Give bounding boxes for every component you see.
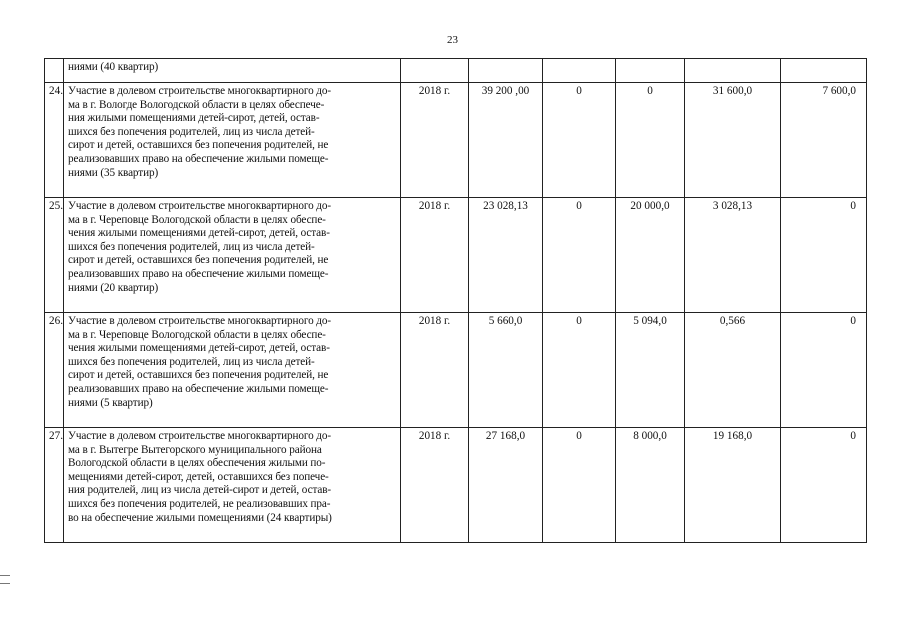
row-col-3: 19 168,0 [685,428,781,543]
description-line: Участие в долевом строительстве многоквартирного до- [68,85,331,97]
margin-mark [0,575,10,576]
row-col-3: 31 600,0 [685,83,781,198]
description-line: шихся без попечения родителей, лиц из числа детей- [68,240,315,253]
row-total: 23 028,13 [469,198,543,313]
row-number: 24. [45,83,64,198]
row-total: 27 168,0 [469,428,543,543]
row-description [64,428,401,543]
row-col-4: 7 600,0 [781,83,867,198]
description-line: Участие в долевом строительстве многоквартирного до- [68,200,331,212]
margin-mark [0,583,10,584]
description-line: чения жилыми помещениями детей-сирот, детей, остав- [68,342,330,355]
row-col-4: 0 [781,313,867,428]
row-col-1: 0 [543,428,616,543]
row-col-2 [616,59,685,83]
row-description [64,313,401,428]
table-row [45,198,867,313]
description-line: сирот и детей, оставшихся без попечения родителей, не [68,254,329,267]
description-line: реализовавших право на обеспечение жилыми помеще- [68,382,329,395]
description-line: шихся без попечения родителей, не реализовавших пра- [68,497,331,510]
row-col-3 [685,59,781,83]
row-number: 25. [45,198,64,313]
description-line: мещениями детей-сирот, детей, оставшихся без попече- [68,470,329,483]
row-col-4: 0 [781,428,867,543]
description-line: Вологодской области в целях обеспечения жилыми по- [68,457,326,470]
row-description [64,59,401,83]
budget-table [44,58,867,543]
description-line: шихся без попечения родителей, лиц из числа детей- [68,355,315,368]
row-description [64,83,401,198]
row-col-1 [543,59,616,83]
description-line: ниями (35 квартир) [68,166,159,179]
row-col-2: 20 000,0 [616,198,685,313]
description-line: Участие в долевом строительстве многоквартирного до- [68,315,331,327]
description-line: ма в г. Вологде Вологодской области в целях обеспече- [68,98,325,111]
table-body [45,59,867,543]
row-number [45,59,64,83]
row-number: 27. [45,428,64,543]
description-line: ниями (40 квартир) [68,61,159,73]
row-col-1: 0 [543,198,616,313]
description-line: реализовавших право на обеспечение жилыми помеще- [68,267,329,280]
table-row [45,59,867,83]
row-total: 39 200 ,00 [469,83,543,198]
row-year: 2018 г. [401,198,469,313]
row-col-2: 5 094,0 [616,313,685,428]
row-col-2: 0 [616,83,685,198]
row-col-3: 0,566 [685,313,781,428]
description-line: ма в г. Вытегре Вытегорского муниципального района [68,443,322,456]
row-col-1: 0 [543,83,616,198]
description-line: ма в г. Череповце Вологодской области в целях обеспе- [68,213,326,226]
description-line: шихся без попечения родителей, лиц из числа детей- [68,125,315,138]
description-line: во на обеспечение жилыми помещениями (24 квартиры) [68,511,332,524]
description-line: ниями (5 квартир) [68,396,153,409]
row-total [469,59,543,83]
row-year [401,59,469,83]
row-number: 26. [45,313,64,428]
description-line: сирот и детей, оставшихся без попечения родителей, не [68,369,329,382]
table-row [45,83,867,198]
description-line: ма в г. Череповце Вологодской области в целях обеспе- [68,328,326,341]
description-line: ния жилыми помещениями детей-сирот, детей, остав- [68,112,320,125]
row-description [64,198,401,313]
row-year: 2018 г. [401,428,469,543]
row-year: 2018 г. [401,313,469,428]
row-year: 2018 г. [401,83,469,198]
description-line: чения жилыми помещениями детей-сирот, детей, остав- [68,227,330,240]
row-col-4 [781,59,867,83]
description-line: Участие в долевом строительстве многоквартирного до- [68,430,331,442]
row-col-3: 3 028,13 [685,198,781,313]
row-col-2: 8 000,0 [616,428,685,543]
description-line: ниями (20 квартир) [68,281,159,294]
description-line: реализовавших право на обеспечение жилыми помеще- [68,152,329,165]
description-line: ния родителей, лиц из числа детей-сирот и детей, остав- [68,484,332,497]
page-number: 23 [447,34,458,46]
description-line: сирот и детей, оставшихся без попечения родителей, не [68,139,329,152]
row-col-1: 0 [543,313,616,428]
table-row [45,428,867,543]
table-row [45,313,867,428]
row-col-4: 0 [781,198,867,313]
row-total: 5 660,0 [469,313,543,428]
